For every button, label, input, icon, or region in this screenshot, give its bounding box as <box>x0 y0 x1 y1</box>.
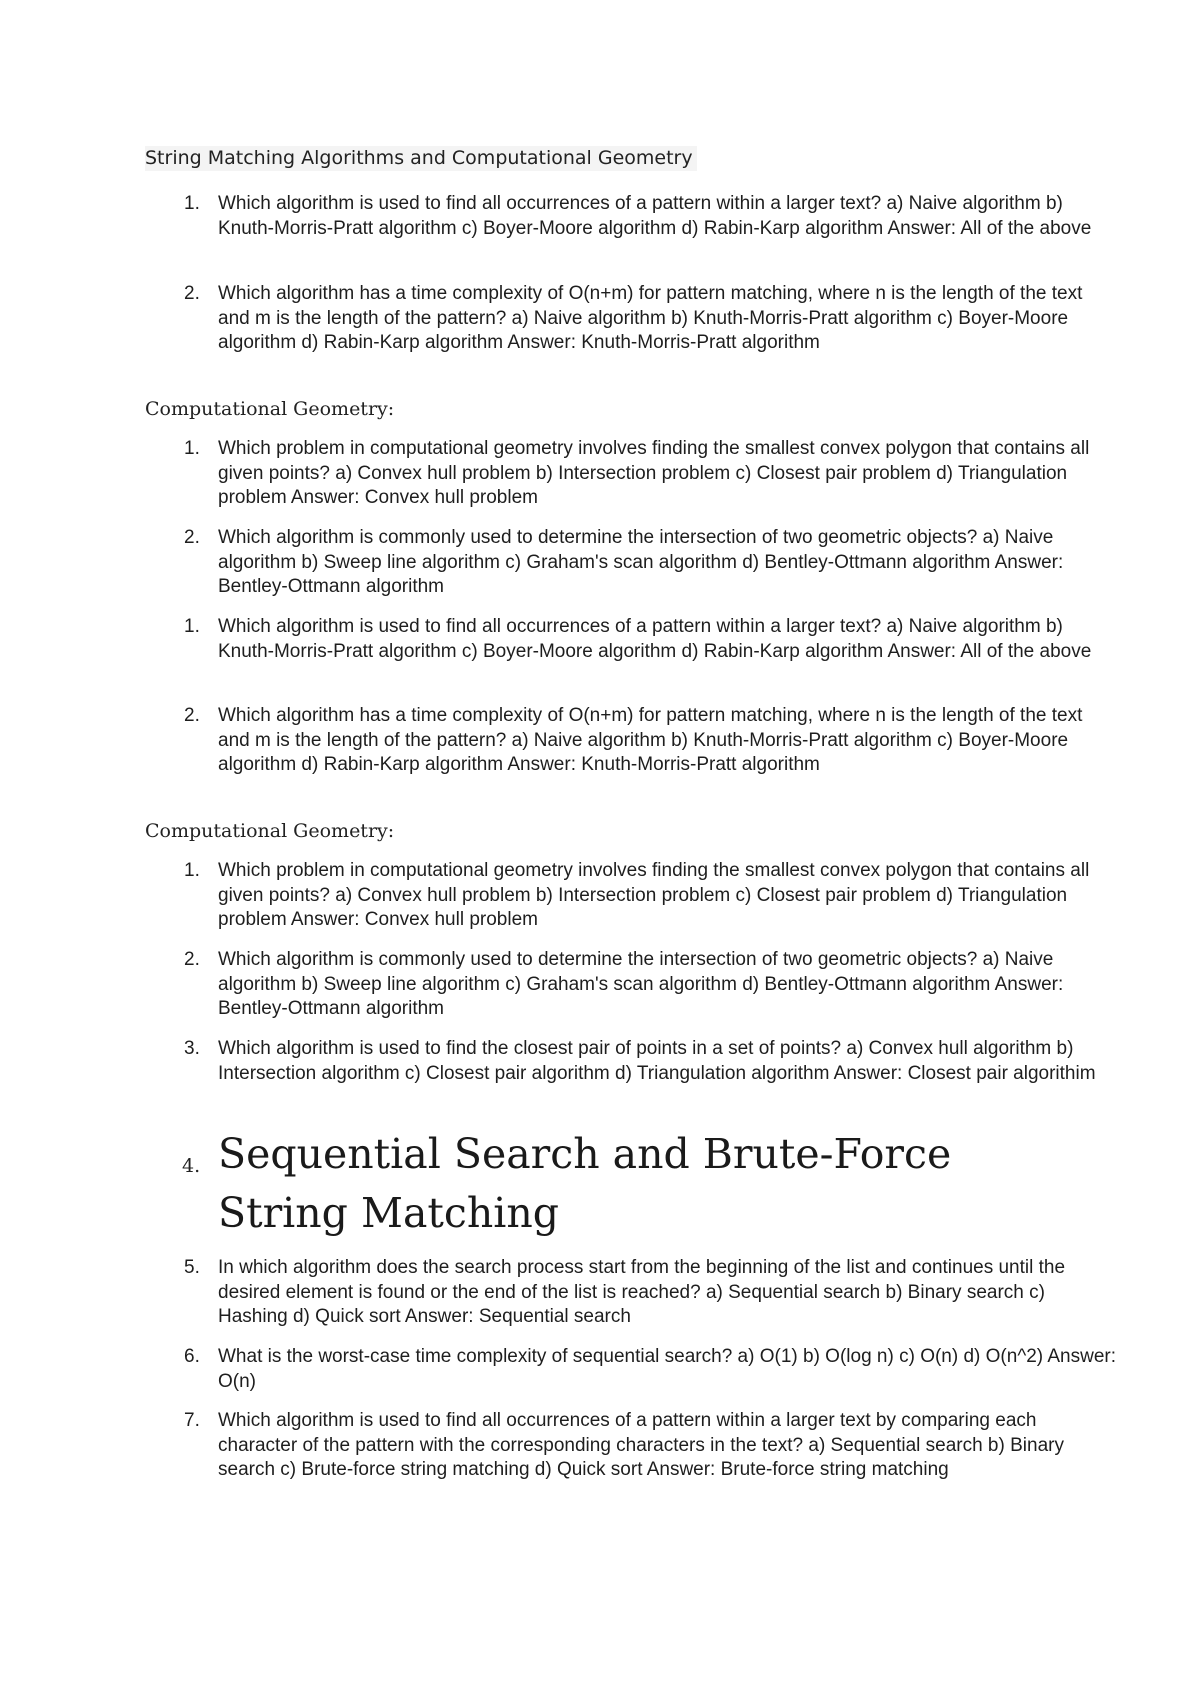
list-number: 2. <box>184 705 200 726</box>
list-number: 7. <box>184 1410 200 1431</box>
list-text: In which algorithm does the search process start from the beginning of the list and continues until the desired element is found or the end of the list is reached? a) Sequential search b) Binary search c) Hashing d) Quick sort Answer: Sequential search <box>218 1257 1066 1327</box>
list-text: Which algorithm is used to find the closest pair of points in a set of points? a) Convex hull algorithm b) Intersection algorithm c) Closest pair algorithm d) Triangulation algorithm Answer: Closest pair algorithim <box>218 1038 1096 1084</box>
list-text: Which algorithm is commonly used to determine the intersection of two geometric objects? a) Naive algorithm b) Sweep line algorithm c) Graham's scan algorithm d) Bentley-Ottmann algorithm Answer: Bentley-Ottmann algorithm <box>218 527 1064 597</box>
list-number: 2. <box>184 949 200 970</box>
list-number: 2. <box>184 527 200 548</box>
list-text: Which algorithm has a time complexity of O(n+m) for pattern matching, where n is the length of the text and m is the length of the pattern? a) Naive algorithm b) Knuth-Morris-Pratt algorithm c) Boyer-Moore algorithm d) Rabin-Karp algorithm Answer: Knuth-Morris-Pratt algorithm <box>218 283 1083 353</box>
section-heading: Computational Geometry: <box>145 820 395 842</box>
list-number: 3. <box>184 1038 200 1059</box>
big-heading-text: Sequential Search and Brute-Force String Matching <box>218 1130 952 1237</box>
list-text: Which algorithm is used to find all occurrences of a pattern within a larger text? a) Naive algorithm b) Knuth-Morris-Pratt algorithm c) Boyer-Moore algorithm d) Rabin-Karp algorithm Answer: All of the above <box>218 616 1092 662</box>
list-number: 5. <box>184 1257 200 1278</box>
list-text: What is the worst-case time complexity of sequential search? a) O(1) b) O(log n) c) O(n) d) O(n^2) Answer: O(n) <box>218 1346 1116 1392</box>
list-number: 1. <box>184 438 200 459</box>
list-number: 1. <box>184 860 200 881</box>
list-text: Which algorithm is commonly used to determine the intersection of two geometric objects? a) Naive algorithm b) Sweep line algorithm c) Graham's scan algorithm d) Bentley-Ottmann algorithm Answer: Bentley-Ottmann algorithm <box>218 949 1064 1019</box>
section-heading: Computational Geometry: <box>145 398 395 420</box>
list-number: 1. <box>184 616 200 637</box>
list-number: 2. <box>184 283 200 304</box>
list-text: Which algorithm is used to find all occurrences of a pattern within a larger text by comparing each character of the pattern with the corresponding characters in the text? a) Sequential search b) Binary search c) Brute-force string matching d) Quick sort Answer: Brute-force string matching <box>218 1410 1064 1480</box>
list-text: Which algorithm has a time complexity of O(n+m) for pattern matching, where n is the length of the text and m is the length of the pattern? a) Naive algorithm b) Knuth-Morris-Pratt algorithm c) Boyer-Moore algorithm d) Rabin-Karp algorithm Answer: Knuth-Morris-Pratt algorithm <box>218 705 1083 775</box>
list-text: Which problem in computational geometry involves finding the smallest convex polygon that contains all given points? a) Convex hull problem b) Intersection problem c) Closest pair problem d) Triangulation problem Answer: Convex hull problem <box>218 860 1090 930</box>
list-text: Which problem in computational geometry involves finding the smallest convex polygon that contains all given points? a) Convex hull problem b) Intersection problem c) Closest pair problem d) Triangulation problem Answer: Convex hull problem <box>218 438 1090 508</box>
list-number: 4. <box>182 1155 201 1177</box>
list-number: 6. <box>184 1346 200 1367</box>
list-text: Which algorithm is used to find all occurrences of a pattern within a larger text? a) Naive algorithm b) Knuth-Morris-Pratt algorithm c) Boyer-Moore algorithm d) Rabin-Karp algorithm Answer: All of the above <box>218 193 1092 239</box>
page-title: String Matching Algorithms and Computational Geometry <box>145 146 697 171</box>
list-number: 1. <box>184 193 200 214</box>
